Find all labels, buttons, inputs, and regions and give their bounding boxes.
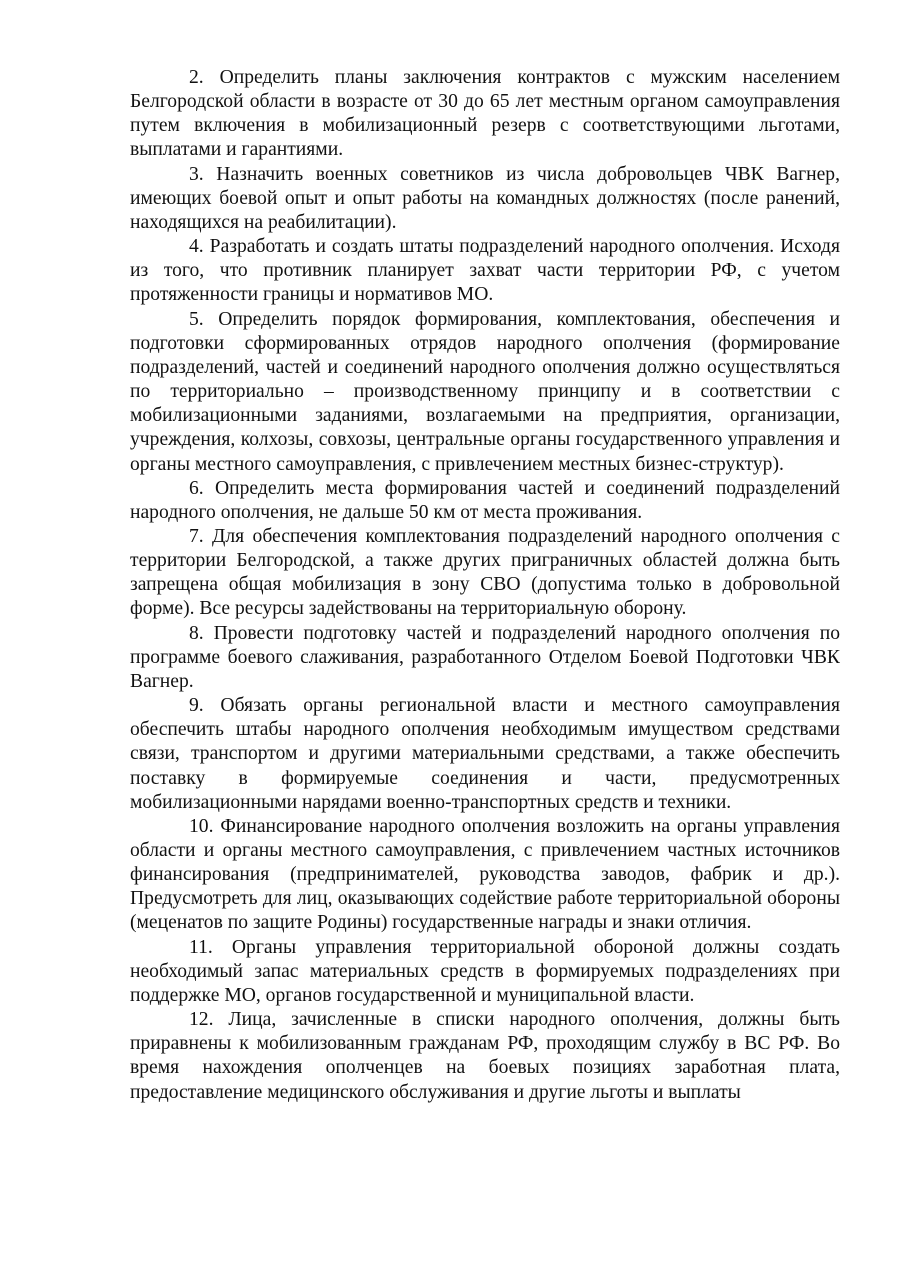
paragraph-item-10: 10. Финансирование народного ополчения возложить на органы управления области и органы местного самоуправления, с привлечением частных источников финансирования (предпринимателей, руководства заводов, фабрик и др.). Предусмотреть для лиц, оказывающих содействие работе территориальной обороны (меценатов по защите Родины) государственные награды и знаки отличия. — [130, 815, 840, 934]
paragraph-item-5: 5. Определить порядок формирования, комплектования, обеспечения и подготовки сформированных отрядов народного ополчения (формирование подразделений, частей и соединений народного ополчения должно осуществляться по территориально – производственному принципу и в соответствии с мобилизационными заданиями, возлагаемыми на предприятия, организации, учреждения, колхозы, совхозы, центральные органы государственного управления и органы местного самоуправления, с привлечением местных бизнес-структур). — [130, 308, 840, 475]
paragraph-item-3: 3. Назначить военных советников из числа добровольцев ЧВК Вагнер, имеющих боевой опыт и опыт работы на командных должностях (после ранений, находящихся на реабилитации). — [130, 163, 840, 233]
paragraph-item-7: 7. Для обеспечения комплектования подразделений народного ополчения с территории Белгородской, а также других приграничных областей должна быть запрещена общая мобилизация в зону СВО (допустима только в добровольной форме). Все ресурсы задействованы на территориальную оборону. — [130, 525, 840, 620]
paragraph-item-4: 4. Разработать и создать штаты подразделений народного ополчения. Исходя из того, что противник планирует захват части территории РФ, с учетом протяженности границы и нормативов МО. — [130, 236, 840, 306]
paragraph-item-2: 2. Определить планы заключения контрактов с мужским населением Белгородской области в возрасте от 30 до 65 лет местным органом самоуправления путем включения в мобилизационный резерв с соответствующими льготами, выплатами и гарантиями. — [130, 67, 840, 161]
document-page — [130, 66, 840, 1105]
paragraph-item-8: 8. Провести подготовку частей и подразделений народного ополчения по программе боевого слаживания, разработанного Отделом Боевой Подготовки ЧВК Вагнер. — [130, 622, 840, 692]
paragraph-item-9: 9. Обязать органы региональной власти и местного самоуправления обеспечить штабы народного ополчения необходимым имуществом средствами связи, транспортом и другими материальными средствами, а также обеспечить поставку в формируемые соединения и части, предусмотренных мобилизационными нарядами военно-транспортных средств и техники. — [130, 695, 840, 813]
paragraph-item-11: 11. Органы управления территориальной обороной должны создать необходимый запас материальных средств в формируемых подразделениях при поддержке МО, органов государственной и муниципальной власти. — [130, 936, 840, 1006]
paragraph-item-6: 6. Определить места формирования частей и соединений подразделений народного ополчения, не дальше 50 км от места проживания. — [130, 477, 840, 523]
paragraph-item-12: 12. Лица, зачисленные в списки народного ополчения, должны быть приравнены к мобилизованным гражданам РФ, проходящим службу в ВС РФ. Во время нахождения ополченцев на боевых позициях заработная плата, предоставление медицинского обслуживания и другие льготы и выплаты — [130, 1009, 840, 1103]
